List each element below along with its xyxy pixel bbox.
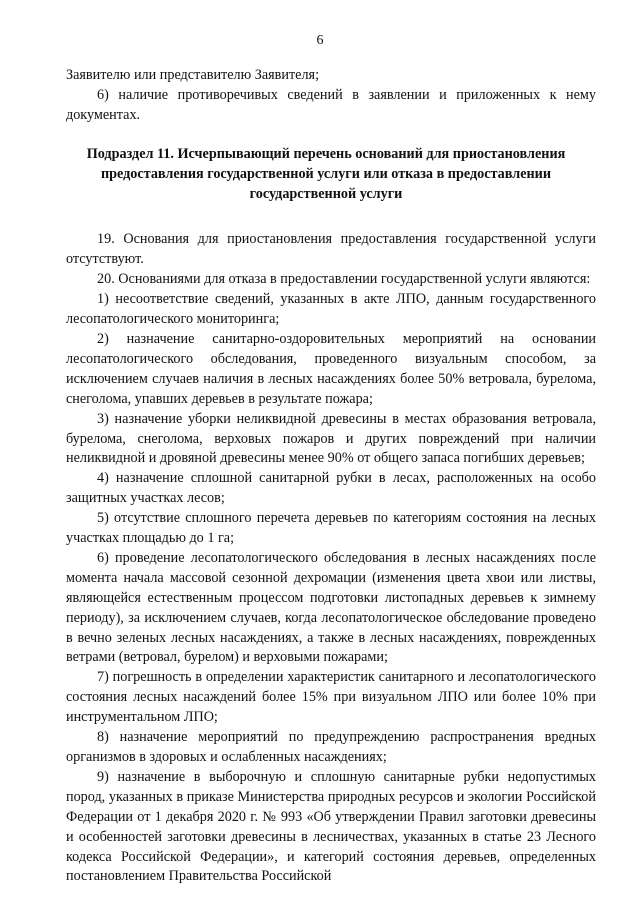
paragraph-20: 20. Основаниями для отказа в предоставлении государственной услуги являются: xyxy=(97,271,591,288)
paragraph-item-6: 6) наличие противоречивых сведений в заявлении и приложенных к нему документах. xyxy=(66,86,596,123)
list-item-6: 6) проведение лесопатологического обследования в лесных насаждениях после момента начала массовой сезонной дехромации (изменения цвета хвои или листвы, являющейся естественным процессом подготовки листопадных деревьев к зимнему периоду), за исключением случаев, когда лесопатологическое обследование проведено в вечно зеленых лесных насаждениях, а также в лесных насаждениях, поврежденных ветрами (ветровал, бурелом) и верховыми пожарами; xyxy=(66,549,596,666)
page-number: 6 xyxy=(316,33,324,48)
list-item-2: 2) назначение санитарно-оздоровительных мероприятий на основании лесопатологического обследования, проведенного визуальным способом, за исключением случаев наличия в лесных насаждениях более 50% ветровала, бурелома, снеголома, упавших деревьев в результате пожара; xyxy=(66,330,596,407)
paragraph-19: 19. Основания для приостановления предоставления государственной услуги отсутствуют. xyxy=(66,231,596,268)
section-heading: Подраздел 11. Исчерпывающий перечень оснований для приостановления предоставления государственной услуги или отказа в предоставлении государственной услуги xyxy=(86,145,566,202)
list-item-3: 3) назначение уборки неликвидной древесины в местах образования ветровала, бурелома, снеголома, верховых пожаров и других повреждений при наличии неликвидной и дровяной древесины менее 90% от общего запаса погибших деревьев; xyxy=(66,410,596,467)
list-item-5: 5) отсутствие сплошного перечета деревьев по категориям состояния на лесных участках площадью до 1 га; xyxy=(66,510,596,547)
document-body xyxy=(66,66,596,887)
list-item-8: 8) назначение мероприятий по предупреждению распространения вредных организмов в здоровых и ослабленных насаждениях; xyxy=(66,729,596,765)
list-item-4: 4) назначение сплошной санитарной рубки в лесах, расположенных на особо защитных участках лесов; xyxy=(66,470,596,507)
list-item-9: 9) назначение в выборочную и сплошную санитарные рубки недопустимых пород, указанных в приказе Министерства природных ресурсов и экологии Российской Федерации от 1 декабря 2020 г. № 993 «Об утверждении Правил заготовки древесины и особенностей заготовки древесины в лесничествах, указанных в статье 23 Лесного кодекса Российской Федерации», и категорий состояния деревьев, определенных постановлением Правительства Российской xyxy=(66,768,596,885)
paragraph-continuation: Заявителю или представителю Заявителя; xyxy=(66,67,320,83)
list-item-7: 7) погрешность в определении характеристик санитарного и лесопатологического состояния лесных насаждений более 15% при визуальном ЛПО или более 10% при инструментальном ЛПО; xyxy=(66,669,596,726)
list-item-1: 1) несоответствие сведений, указанных в акте ЛПО, данным государственного лесопатологического мониторинга; xyxy=(66,291,596,328)
